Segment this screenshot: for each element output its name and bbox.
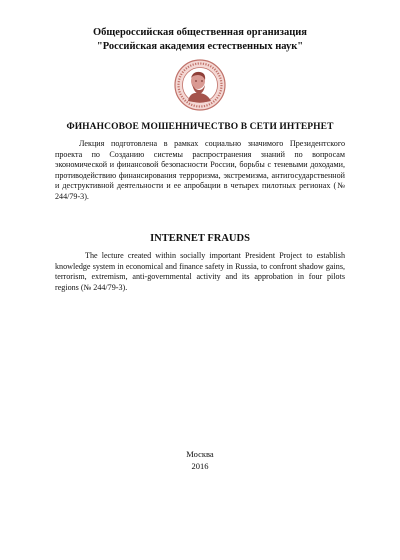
year: 2016: [191, 461, 209, 471]
academy-name: "Российская академия естественных наук": [96, 41, 304, 52]
document-title-ru: ФИНАНСОВОЕ МОШЕННИЧЕСТВО В СЕТИ ИНТЕРНЕТ: [66, 122, 334, 132]
abstract-ru: Лекция подготовлена в рамках социально значимого Президентского проекта по Созданию системы распространения знаний по вопросам экономической и финансовой безопасности России, борьбы с теневыми доходами, противодействию финансирования терроризма, экстремизма, антигосударственной и деструктивной деятельности и ее апробации в четырех пилотных регионах (№ 244/79-3).: [55, 139, 345, 201]
city: Москва: [186, 449, 214, 459]
document-title-en: INTERNET FRAUDS: [150, 233, 250, 244]
abstract-en: The lecture created within socially important President Project to establish knowledge system in economical and finance safety in Russia, to confront shadow gains, terrorism, extremism, anti-governmental activity and its approbation in four pilots regions (№ 244/79-3).: [55, 251, 345, 292]
organization-name: Общероссийская общественная организация: [93, 27, 307, 38]
academy-seal-icon: [174, 59, 226, 111]
